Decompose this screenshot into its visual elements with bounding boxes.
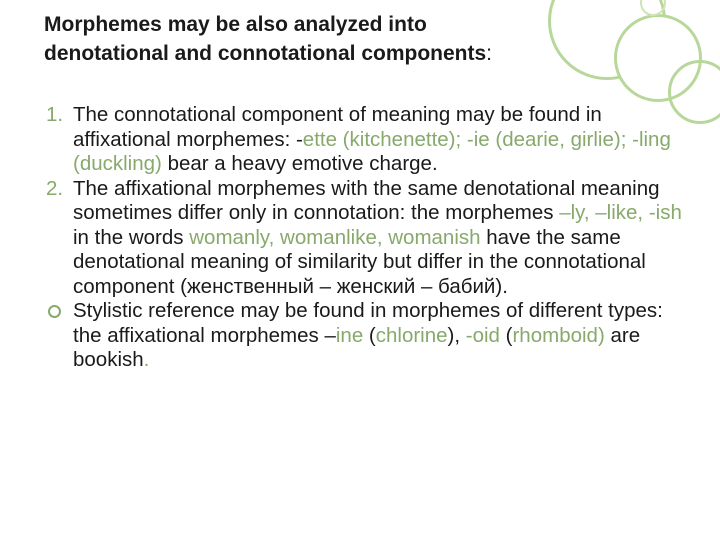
example-text: womanlike, womanish [280,225,481,249]
example-text: chlorine [375,323,448,347]
bullet-circle-icon [48,305,61,318]
separator: ; [455,127,467,151]
item-text: ), [447,323,466,347]
title-line-1: Morphemes may be also analyzed into [44,13,427,36]
separator: ; [620,127,633,151]
item-text: are bookish [73,323,641,371]
slide-body [46,103,686,373]
example-text: -ling (duckling) [73,127,671,175]
title-colon: : [486,42,493,65]
sentence-end: . [143,348,150,371]
item-text: The affixational morphemes with the same denotational meaning sometimes differ only in connotation: the morphemes [73,176,660,224]
item-text: bear a heavy emotive charge. [161,152,438,175]
slide-title [44,10,664,68]
item-text: The connotational component of meaning may be found in affixational morphemes: - [73,103,602,151]
item-text: ( [363,323,376,347]
list-number: 1. [46,103,64,126]
list-item-2 [46,177,686,300]
example-text: rhomboid) [512,323,605,347]
list-item-1 [46,103,686,177]
item-text: in the words [73,225,190,249]
title-line-2: denotational and connotational components [44,42,487,65]
item-text: have the same denotational meaning of similarity but differ in the connotational component (женственный – женский – бабий). [73,225,646,298]
list-item-3 [46,299,686,373]
example-text: ine [335,323,364,347]
example-text: ette (kitchenette) [302,127,456,151]
example-text: –ly, –like, -ish [559,201,682,224]
item-text: ( [499,323,513,347]
example-text: womanly [189,225,269,249]
example-text: -oid [465,323,500,347]
list-number: 2. [46,176,64,200]
separator: , [268,225,281,249]
example-text: -ie (dearie, girlie) [466,127,621,151]
item-text: Stylistic reference may be found in morphemes of different types: the affixational morphemes – [73,299,663,347]
